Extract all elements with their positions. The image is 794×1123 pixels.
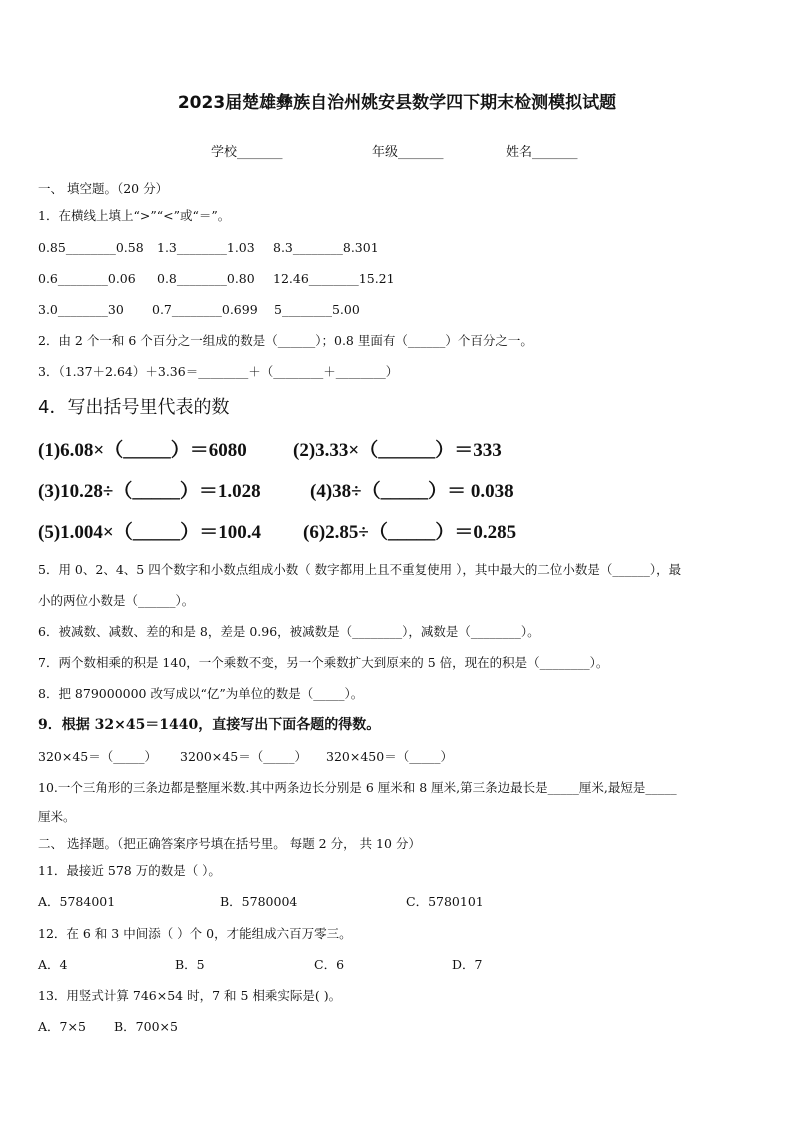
- page-title: 2023届楚雄彝族自治州姚安县数学四下期末检测模拟试题: [177, 93, 617, 113]
- q9-item-2: 3200×45＝（_____）: [180, 749, 307, 764]
- q1-row2-item2: 0.8________0.80: [157, 271, 255, 286]
- q10-line-2: 厘米。: [38, 809, 76, 824]
- q12-text: 12．在 6 和 3 中间添（ ）个 0，才能组成六百万零三。: [38, 926, 352, 941]
- q7-text: 7．两个数相乘的积是 140，一个乘数不变，另一个乘数扩大到原来的 5 倍，现在的积是（________）。: [38, 655, 609, 670]
- q9-item-1: 320×45＝（_____）: [38, 749, 157, 764]
- q4-item-6: (6)2.85÷（_____）＝0.285: [303, 522, 517, 543]
- q4-item-2: (2)3.33×（______）＝333: [293, 440, 502, 461]
- q1-row3-item3: 5________5.00: [274, 302, 360, 317]
- q4-item-5: (5)1.004×（_____）＝100.4: [38, 522, 261, 543]
- q11-text: 11．最接近 578 万的数是（ ）。: [38, 863, 221, 878]
- q13-option-a[interactable]: A．7×5: [38, 1019, 86, 1034]
- section-2-heading: 二、 选择题。（把正确答案序号填在括号里。 每题 2 分， 共 10 分）: [38, 836, 421, 851]
- q11-option-b[interactable]: B．5780004: [220, 894, 298, 909]
- q1-row1-item3: 8.3________8.301: [273, 240, 379, 255]
- school-field[interactable]: 学校_______: [211, 145, 283, 160]
- q4-item-1: (1)6.08×（_____）＝6080: [38, 440, 247, 461]
- q9-item-3: 320×450＝（_____）: [326, 749, 453, 764]
- q10-line-1: 10.一个三角形的三条边都是整厘米数.其中两条边长分别是 6 厘米和 8 厘米,第三条边最长是_____厘米,最短是_____: [38, 780, 677, 795]
- q12-option-c[interactable]: C．6: [314, 957, 345, 972]
- q2-text: 2．由 2 个一和 6 个百分之一组成的数是（______）；0.8 里面有（______）个百分之一。: [38, 333, 533, 348]
- q1-row1-item2: 1.3________1.03: [157, 240, 255, 255]
- q13-option-b[interactable]: B．700×5: [114, 1019, 178, 1034]
- q12-option-b[interactable]: B．5: [175, 957, 205, 972]
- q12-option-a[interactable]: A．4: [38, 957, 68, 972]
- q1-text: 1．在横线上填上“>”“<”或“＝”。: [38, 208, 231, 223]
- q4-item-4: (4)38÷（_____）＝ 0.038: [310, 481, 514, 502]
- q4-title: 4．写出括号里代表的数: [38, 397, 230, 418]
- q11-option-c[interactable]: C．5780101: [406, 894, 484, 909]
- q5-line-1: 5．用 0、2、4、5 四个数字和小数点组成小数（ 数字都用上且不重复使用 ），其中最大的二位小数是（______），最: [38, 562, 682, 577]
- q4-item-3: (3)10.28÷（_____）＝1.028: [38, 481, 261, 502]
- section-1-heading: 一、 填空题。（20 分）: [38, 181, 169, 196]
- q12-option-d[interactable]: D．7: [452, 957, 483, 972]
- q1-row2-item3: 12.46________15.21: [273, 271, 395, 286]
- q1-row3-item1: 3.0________30: [38, 302, 124, 317]
- q3-text: 3．（1.37＋2.64）＋3.36＝________＋（________＋________）: [38, 364, 399, 379]
- name-field[interactable]: 姓名_______: [506, 145, 578, 160]
- grade-field[interactable]: 年级_______: [372, 145, 444, 160]
- q1-row3-item2: 0.7________0.699: [152, 302, 258, 317]
- q5-line-2: 小的两位小数是（______）。: [38, 593, 195, 608]
- q8-text: 8．把 879000000 改写成以“亿”为单位的数是（_____）。: [38, 686, 364, 701]
- q11-option-a[interactable]: A．5784001: [38, 894, 116, 909]
- q1-row1-item1: 0.85________0.58: [38, 240, 144, 255]
- q9-text: 9．根据 32×45＝1440，直接写出下面各题的得数。: [38, 717, 381, 733]
- q13-text: 13．用竖式计算 746×54 时，7 和 5 相乘实际是( )。: [38, 988, 342, 1003]
- q6-text: 6．被减数、减数、差的和是 8，差是 0.96，被减数是（________），减数是（________）。: [38, 624, 540, 639]
- q1-row2-item1: 0.6________0.06: [38, 271, 136, 286]
